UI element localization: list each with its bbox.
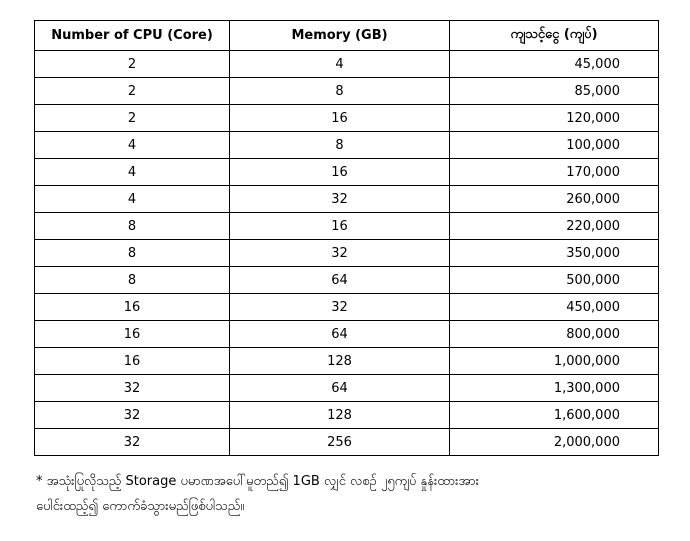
footnote-line-1: * အသုံးပြုလိုသည့် Storage ပမာဏအပေါ်မူတည်၍ 1GB လျှင် လစဉ် ၂၅ကျပ် နှုန်းထားအား [36,474,480,489]
price-cell: 120,000 [450,105,659,132]
memory-cell: 128 [230,402,450,429]
price-cell: 1,600,000 [450,402,659,429]
price-cell: 2,000,000 [450,429,659,456]
price-cell: 100,000 [450,132,659,159]
price-cell: 350,000 [450,240,659,267]
cpu-cell: 32 [35,375,230,402]
memory-cell: 128 [230,348,450,375]
table-row [35,186,659,213]
memory-cell: 64 [230,375,450,402]
price-cell: 1,300,000 [450,375,659,402]
memory-cell: 8 [230,132,450,159]
cpu-cell: 4 [35,132,230,159]
memory-cell: 16 [230,105,450,132]
footnote-line-2: ပေါင်းထည့်၍ ကောက်ခံသွားမည်ဖြစ်ပါသည်။ [36,499,245,514]
memory-cell: 32 [230,240,450,267]
cpu-cell: 16 [35,321,230,348]
cpu-cell: 2 [35,105,230,132]
price-cell: 450,000 [450,294,659,321]
cpu-cell: 4 [35,159,230,186]
price-cell: 85,000 [450,78,659,105]
memory-cell: 4 [230,51,450,78]
price-cell: 500,000 [450,267,659,294]
memory-cell: 8 [230,78,450,105]
price-cell: 260,000 [450,186,659,213]
header-cpu: Number of CPU (Core) [35,21,230,51]
pricing-table [34,20,659,456]
memory-cell: 64 [230,267,450,294]
table-header-row [35,21,659,51]
cpu-cell: 16 [35,294,230,321]
memory-cell: 16 [230,159,450,186]
table-row [35,375,659,402]
storage-footnote [36,469,656,519]
header-price: ကျသင့်ငွေ (ကျပ်) [450,21,659,51]
cpu-cell: 4 [35,186,230,213]
cpu-cell: 8 [35,240,230,267]
table-row [35,105,659,132]
cpu-cell: 32 [35,402,230,429]
memory-cell: 32 [230,186,450,213]
cpu-cell: 32 [35,429,230,456]
price-cell: 1,000,000 [450,348,659,375]
table-row [35,267,659,294]
table-row [35,213,659,240]
price-cell: 170,000 [450,159,659,186]
memory-cell: 32 [230,294,450,321]
memory-cell: 64 [230,321,450,348]
cpu-cell: 2 [35,78,230,105]
table-row [35,240,659,267]
table-row [35,294,659,321]
table-row [35,348,659,375]
price-cell: 45,000 [450,51,659,78]
table-row [35,321,659,348]
cpu-cell: 8 [35,267,230,294]
table-row [35,402,659,429]
table-row [35,51,659,78]
header-memory: Memory (GB) [230,21,450,51]
table-row [35,132,659,159]
cpu-cell: 2 [35,51,230,78]
cpu-cell: 16 [35,348,230,375]
price-cell: 220,000 [450,213,659,240]
price-cell: 800,000 [450,321,659,348]
memory-cell: 16 [230,213,450,240]
table-row [35,159,659,186]
table-row [35,429,659,456]
cpu-cell: 8 [35,213,230,240]
memory-cell: 256 [230,429,450,456]
table-row [35,78,659,105]
pricing-table-container [34,20,658,456]
